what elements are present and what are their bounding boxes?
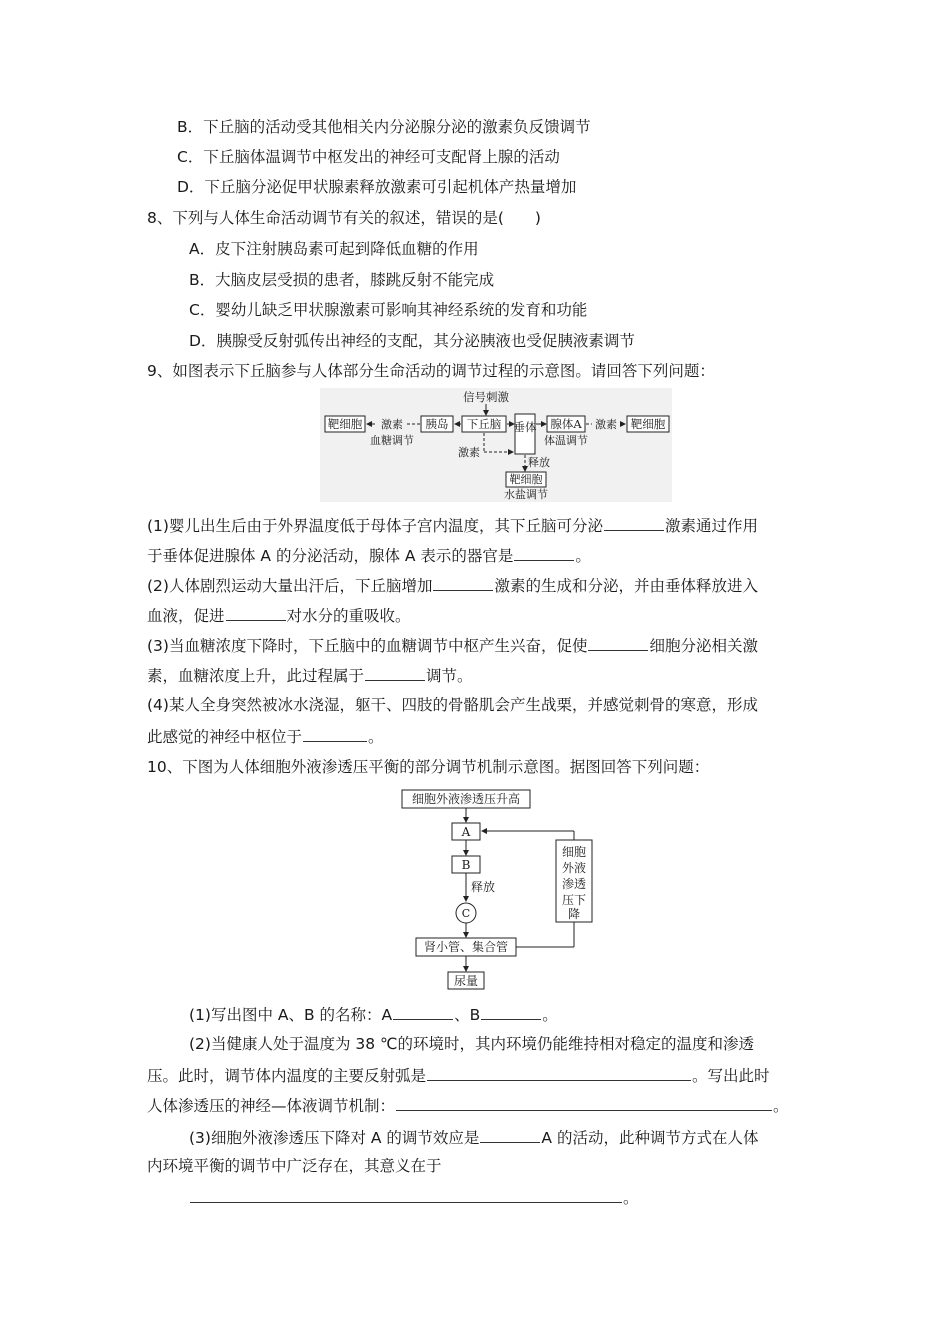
top-box: 细胞外液渗透压升高 [411, 792, 521, 806]
blood-sugar-label: 血糖调节 [370, 434, 414, 447]
q8-option-b: B．大脑皮层受损的患者，膝跳反射不能完成 [189, 271, 495, 289]
answer-blank[interactable] [365, 664, 425, 681]
answer-blank[interactable] [226, 604, 286, 621]
release-label: 释放 [528, 456, 550, 469]
signal-label: 信号刺激 [463, 390, 509, 404]
q10-p3-line3: 。 [189, 1186, 639, 1208]
q9-p4-line1: (4)某人全身突然被冰水浇湿，躯干、四肢的骨骼肌会产生战栗，并感觉刺骨的寒意，形成 [147, 696, 758, 714]
answer-blank[interactable] [480, 1126, 540, 1143]
q10-stem: 10、下图为人体细胞外液渗透压平衡的部分调节机制示意图。据图回答下列问题： [147, 758, 710, 776]
q10-osmotic-diagram [398, 786, 598, 992]
q8-option-d: D．胰腺受反射弧传出神经的支配，其分泌胰液也受促胰液素调节 [189, 332, 635, 350]
release-label: 释放 [471, 880, 496, 894]
q9-hypothalamus-diagram [320, 388, 672, 502]
q8-option-a: A．皮下注射胰岛素可起到降低血糖的作用 [189, 240, 479, 258]
q9-p1-line1: (1)婴儿出生后由于外界温度低于母体子宫内温度，其下丘脑可分泌 激素通过作用 [147, 514, 758, 536]
answer-blank[interactable] [393, 1003, 453, 1020]
target-cell-right: 靶细胞 [630, 417, 666, 431]
target-cell-bottom: 靶细胞 [509, 473, 543, 486]
q7-option-b: B．下丘脑的活动受其他相关内分泌腺分泌的激素负反馈调节 [177, 118, 591, 136]
feedback-text-4: 压下 [561, 893, 587, 907]
temp-label: 体温调节 [544, 434, 588, 447]
q7-option-d: D．下丘脑分泌促甲状腺素释放激素可引起机体产热量增加 [177, 178, 577, 196]
q7-option-c: C．下丘脑体温调节中枢发出的神经可支配肾上腺的活动 [177, 148, 560, 166]
q10-p2-line1: (2)当健康人处于温度为 38 ℃的环境时，其内环境仍能维持相对稳定的温度和渗透 [189, 1035, 754, 1053]
q9-p3-line1: (3)当血糖浓度下降时，下丘脑中的血糖调节中枢产生兴奋，促使 细胞分泌相关激 [147, 634, 758, 656]
water-salt-label: 水盐调节 [504, 488, 548, 501]
answer-blank[interactable] [433, 574, 493, 591]
q10-p3-line1: (3)细胞外液渗透压下降对 A 的调节效应是 A 的活动，此种调节方式在人体 [189, 1126, 758, 1148]
pituitary-box: 垂体 [513, 420, 537, 434]
gland-a-box: 腺体A [550, 417, 582, 431]
answer-blank[interactable] [396, 1094, 772, 1111]
q9-p3-line2: 素，血糖浓度上升，此过程属于 调节。 [147, 664, 473, 686]
feedback-text-1: 细胞 [561, 845, 587, 859]
feedback-text-2: 外液 [561, 861, 587, 875]
urine-box: 尿量 [453, 974, 479, 988]
q9-p2-line1: (2)人体剧烈运动大量出汗后，下丘脑增加 激素的生成和分泌，并由垂体释放进入 [147, 574, 758, 596]
hormone-label-left: 激素 [381, 418, 403, 431]
box-b: B [461, 858, 471, 872]
answer-blank[interactable] [604, 514, 664, 531]
circle-c: C [461, 907, 471, 920]
answer-blank[interactable] [427, 1064, 691, 1081]
answer-blank[interactable] [190, 1186, 622, 1203]
answer-blank[interactable] [481, 1003, 541, 1020]
hormone-label-bottom: 激素 [458, 446, 480, 459]
q8-stem: 8、下列与人体生命活动调节有关的叙述，错误的是( ) [147, 209, 541, 227]
q9-p2-line2: 血液，促进 对水分的重吸收。 [147, 604, 411, 626]
q10-p2-line2: 压。此时，调节体内温度的主要反射弧是 。写出此时 [147, 1064, 770, 1086]
box-a: A [461, 825, 471, 839]
answer-blank[interactable] [514, 544, 574, 561]
q9-p4-line2: 此感觉的神经中枢位于 。 [147, 725, 384, 747]
answer-blank[interactable] [303, 725, 367, 742]
answer-blank[interactable] [588, 634, 648, 651]
hormone-label-right: 激素 [595, 418, 617, 431]
islet-box: 胰岛 [425, 417, 449, 431]
q10-p3-line2: 内环境平衡的调节中广泛存在，其意义在于 [147, 1157, 442, 1175]
feedback-text-5: 降 [567, 907, 581, 921]
q10-p1: (1)写出图中 A、B 的名称：A 、B 。 [189, 1003, 558, 1025]
feedback-text-3: 渗透 [561, 877, 587, 891]
q8-option-c: C．婴幼儿缺乏甲状腺激素可影响其神经系统的发育和功能 [189, 301, 588, 319]
hypothalamus-box: 下丘脑 [466, 417, 502, 431]
tubule-box: 肾小管、集合管 [423, 940, 509, 954]
q10-p2-line3: 人体渗透压的神经—体液调节机制： 。 [147, 1094, 789, 1116]
q9-p1-line2: 于垂体促进腺体 A 的分泌活动，腺体 A 表示的器官是 。 [147, 544, 591, 566]
q9-stem: 9、如图表示下丘脑参与人体部分生命活动的调节过程的示意图。请回答下列问题： [147, 362, 715, 380]
target-cell-left: 靶细胞 [327, 417, 363, 431]
